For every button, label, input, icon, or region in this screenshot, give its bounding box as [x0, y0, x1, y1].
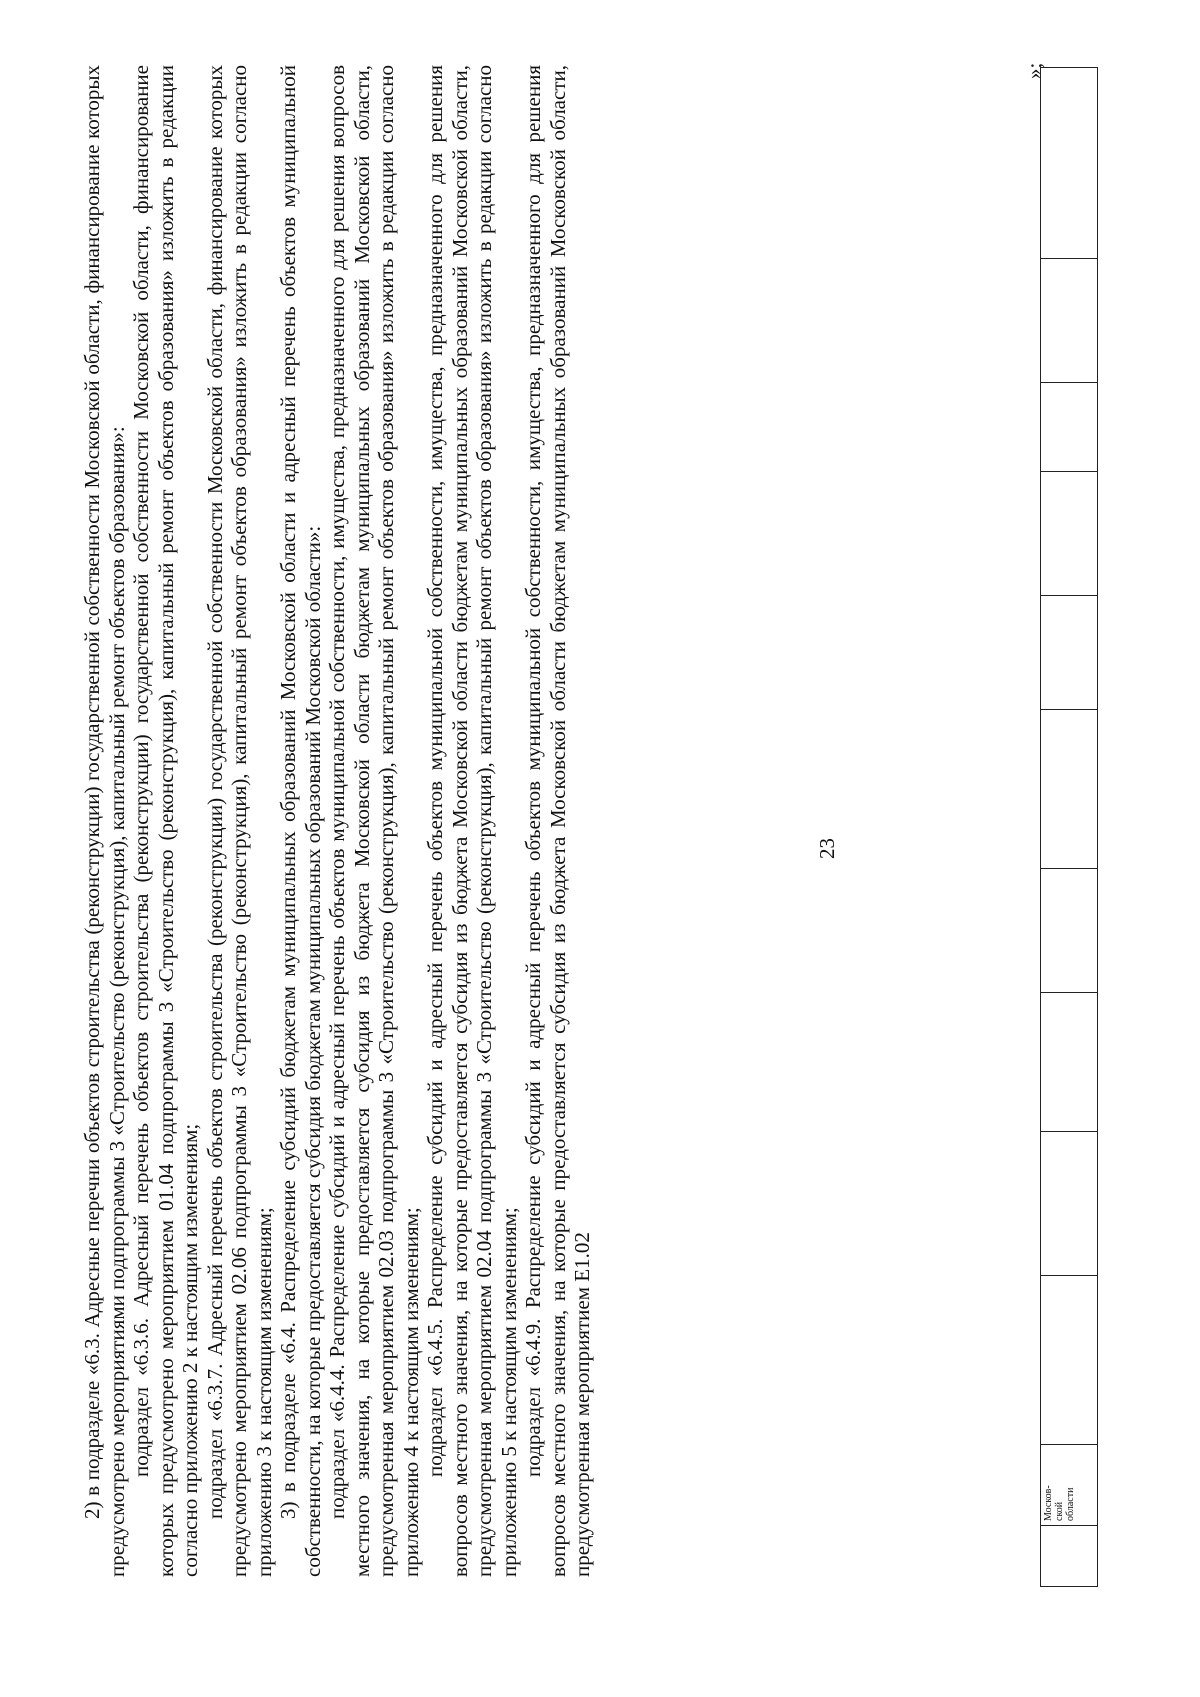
- paragraph-6-4-9: подраздел «6.4.9. Распределение субсидий и адресный перечень объектов муниципальной собственности, имущества, предназначенного для решения вопросов местного значения, на которые предоставляется субсидия из бюджета Московской области бюджетам муниципальных образований Московской области, предусмотренная мероприятием E1.02: [521, 65, 594, 1577]
- table-row: [1041, 68, 1098, 1587]
- document-body: [80, 65, 1042, 1577]
- table-cell: [1041, 993, 1098, 1132]
- table-cell: [1041, 383, 1098, 472]
- closing-quote: »;: [1022, 62, 1046, 79]
- table-cell: [1041, 710, 1098, 869]
- table-cell: [1041, 596, 1098, 710]
- table-cell: [1041, 472, 1098, 596]
- paragraph-2: 2) в подразделе «6.3. Адресные перечни объектов строительства (реконструкции) государственной собственности Московской области, финансирование которых предусмотрено мероприятиями подпрограммы 3 «Строительство (реконструкция), капитальный ремонт объектов образования»:: [80, 65, 129, 1577]
- paragraph-6-3-6: подраздел «6.3.6. Адресный перечень объектов строительства (реконструкции) государственной собственности Московской области, финансирование которых предусмотрено мероприятием 01.04 подпрограммы 3 «Строительство (реконструкция), капитальный ремонт объектов образования» изложить в редакции согласно приложению 2 к настоящим изменениям;: [129, 65, 202, 1577]
- paragraph-6-4-5: подраздел «6.4.5. Распределение субсидий и адресный перечень объектов муниципальной собственности, имущества, предназначенного для решения вопросов местного значения, на которые предоставляется субсидия из бюджета Московской области бюджетам муниципальных образований Московской области, предусмотренная мероприятием 02.04 подпрограммы 3 «Строительство (реконструкция), капитальный ремонт объектов образования» изложить в редакции согласно приложению 5 к настоящим изменениям;: [423, 65, 521, 1577]
- table-cell: [1041, 1276, 1098, 1445]
- paragraph-3: 3) в подразделе «6.4. Распределение субсидий бюджетам муниципальных образований Московской области и адресный перечень объектов муниципальной собственности, на которые предоставляется субсидия бюджетам муниципальных образований Московской области»:: [276, 65, 325, 1577]
- paragraph-6-4-4: подраздел «6.4.4. Распределение субсидий и адресный перечень объектов муниципальной собственности, имущества, предназначенного для решения вопросов местного значения, на которые предоставляется субсидия из бюджета Московской области бюджетам муниципальных образований Московской области, предусмотренная мероприятием 02.03 подпрограммы 3 «Строительство (реконструкция), капитальный ремонт объектов образования» изложить в редакции согласно приложению 4 к настоящим изменениям;: [325, 65, 423, 1577]
- table-cell: Москов- ской области: [1041, 1445, 1098, 1526]
- table-cell: [1041, 68, 1098, 259]
- table-cell: [1041, 1132, 1098, 1276]
- page-number: 23: [815, 838, 839, 859]
- paragraph-6-3-7: подраздел «6.3.7. Адресный перечень объектов строительства (реконструкции) государственной собственности Московской области, финансирование которых предусмотрено мероприятием 02.06 подпрограммы 3 «Строительство (реконструкция), капитальный ремонт объектов образования» изложить в редакции согласно приложению 3 к настоящим изменениям;: [202, 65, 276, 1577]
- table-cell: [1041, 259, 1098, 383]
- residual-table-fragment: [1040, 67, 1098, 1587]
- table-cell: [1041, 1526, 1098, 1587]
- table-cell: [1041, 869, 1098, 993]
